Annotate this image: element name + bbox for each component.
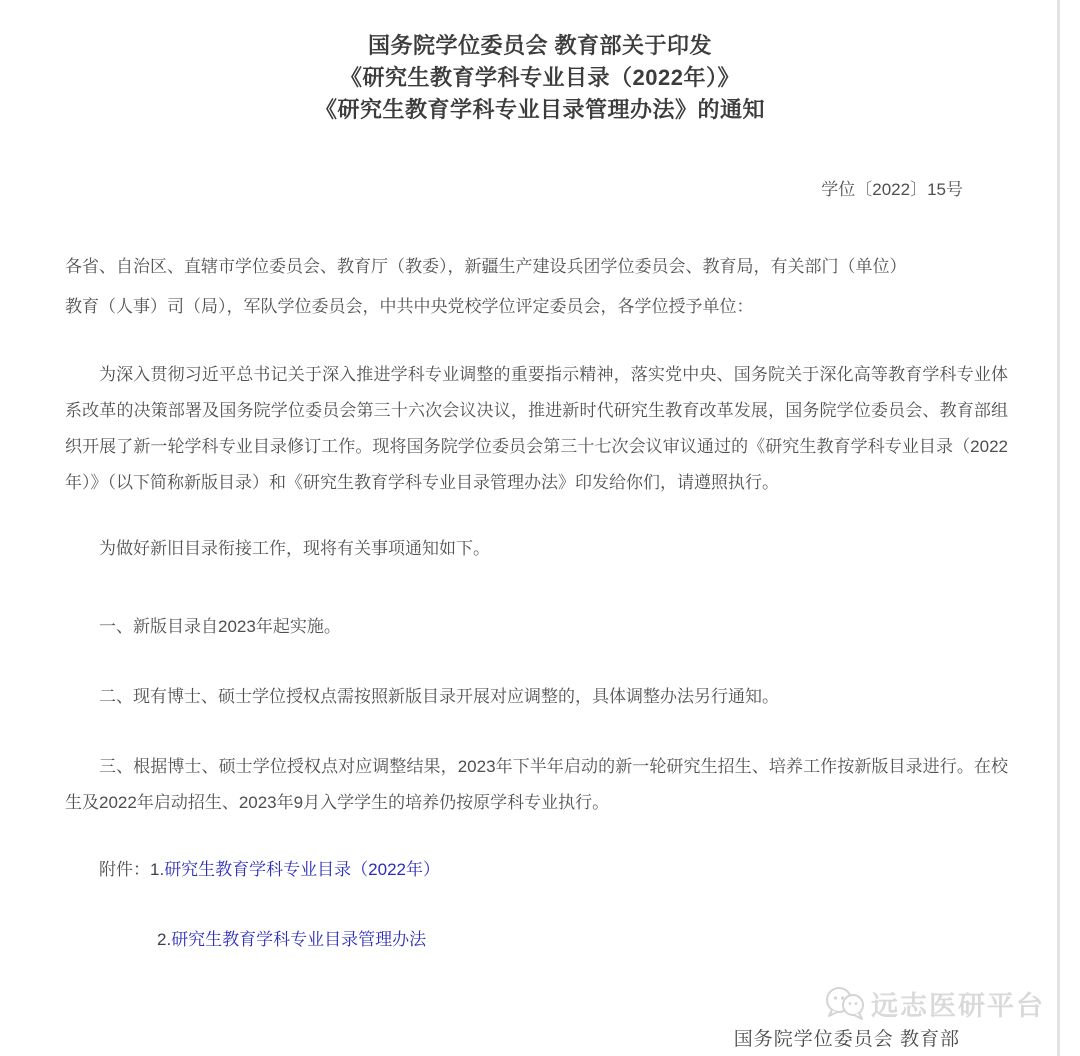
attachment-1-number: 1. (150, 860, 165, 879)
document-title-line-3: 《研究生教育学科专业目录管理办法》的通知 (314, 97, 765, 122)
paragraph-item-3: 三、根据博士、硕士学位授权点对应调整结果，2023年下半年启动的新一轮研究生招生、培养工作按新版目录进行。在校生及2022年启动招生、2023年9月入学学生的培养仍按原学科专业执行。 (65, 757, 1008, 812)
chat-bubbles-logo-icon (823, 985, 867, 1023)
addressee-block (65, 247, 1008, 327)
paragraph-item-2: 二、现有博士、硕士学位授权点需按照新版目录开展对应调整的，具体调整办法另行通知。 (99, 687, 779, 706)
attachment-2-number: 2. (157, 930, 172, 949)
paragraph-intro: 为深入贯彻习近平总书记关于深入推进学科专业调整的重要指示精神，落实党中央、国务院关于深化高等教育学科专业体系改革的决策部署及国务院学位委员会第三十六次会议决议，推进新时代研究生教育改革发展，国务院学位委员会、教育部组织开展了新一轮学科专业目录修订工作。现将国务院学位委员会第三十七次会议审议通过的《研究生教育学科专业目录（2022年）》（以下简称新版目录）和《研究生教育学科专业目录管理办法》印发给你们，请遵照执行。 (65, 365, 1008, 492)
issuer-signature: 国务院学位委员会 教育部 (733, 1029, 960, 1050)
document-title-line-2: 《研究生教育学科专业目录（2022年）》 (340, 65, 740, 90)
platform-watermark-text: 远志医研平台 (871, 991, 1045, 1021)
attachment-row-2 (65, 922, 1008, 958)
addressee-line-2: 教育（人事）司（局），军队学位委员会，中共中央党校学位评定委员会，各学位授予单位： (65, 297, 754, 316)
paragraph-transition: 为做好新旧目录衔接工作，现将有关事项通知如下。 (99, 539, 490, 558)
platform-watermark (823, 984, 1045, 1023)
attachment-2-link[interactable]: 研究生教育学科专业目录管理办法 (171, 930, 427, 949)
addressee-line-1: 各省、自治区、直辖市学位委员会、教育厅（教委），新疆生产建设兵团学位委员会、教育局，有关部门（单位） (65, 257, 907, 276)
document-title (0, 0, 1080, 126)
attachment-1-link[interactable]: 研究生教育学科专业目录（2022年） (164, 860, 441, 879)
document-number: 学位〔2022〕15号 (821, 180, 963, 199)
document-title-line-1: 国务院学位委员会 教育部关于印发 (367, 33, 713, 58)
scrollbar-track[interactable] (1057, 0, 1060, 1056)
attachments-label: 附件： (99, 860, 150, 879)
paragraph-item-1: 一、新版目录自2023年起实施。 (99, 617, 341, 636)
document-body (0, 175, 1080, 958)
attachment-row-1 (65, 852, 1008, 888)
